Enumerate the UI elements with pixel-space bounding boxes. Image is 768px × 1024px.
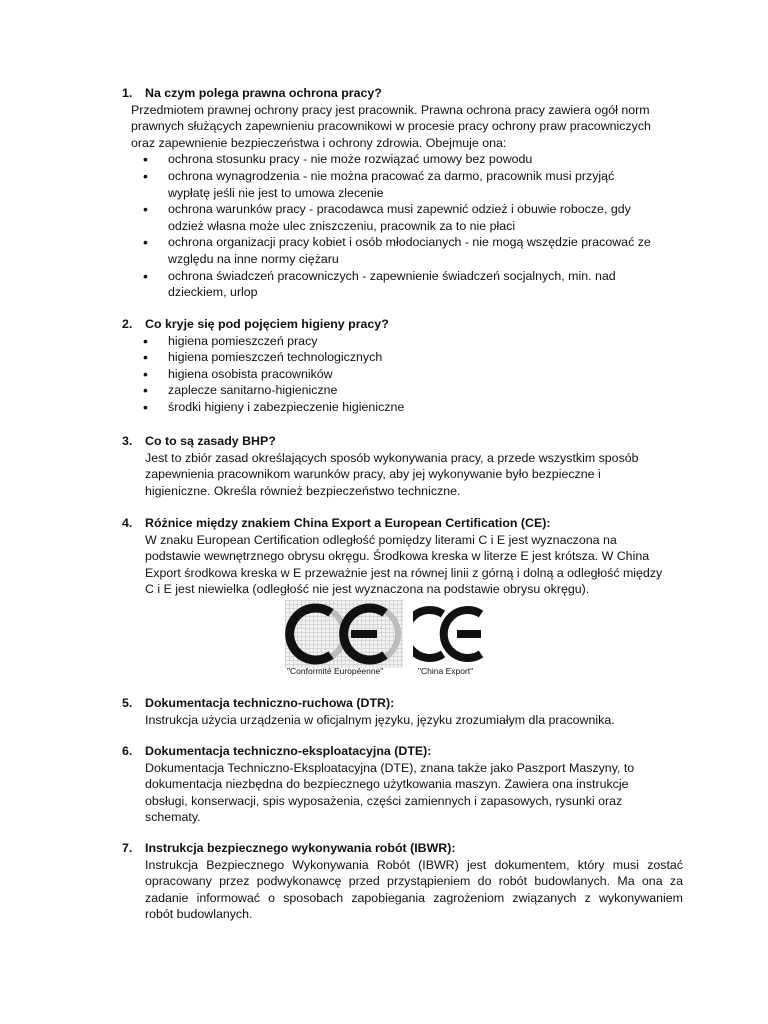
bullet-icon: • xyxy=(143,167,148,184)
section-heading xyxy=(122,695,394,712)
section-title: Dokumentacja techniczno-eksploatacyjna (DTE): xyxy=(145,744,432,758)
list-item xyxy=(0,268,651,301)
caption-conformite: "Conformité Européenne" xyxy=(287,666,384,676)
bullet-icon: • xyxy=(143,234,148,251)
text-line: C i E jest niewielka (odległość nie jest wyznaczona na podstawie obrysu okręgu). xyxy=(145,582,590,597)
section-intro xyxy=(131,102,651,152)
text-line: dokumentacja niezbędna do bezpiecznego użytkowania maszyn. Zawiera ona instrukcje xyxy=(145,777,629,792)
bullet-icon: • xyxy=(143,398,148,415)
section-body xyxy=(145,532,662,598)
section-title: Instrukcja bezpiecznego wykonywania robót (IBWR): xyxy=(145,841,456,855)
section-title: Co kryje się pod pojęciem higieny pracy? xyxy=(145,317,389,331)
text-line: Export środkowa kreska w E przeważnie jest na równej linii z górną i dolną a odległość między xyxy=(145,565,663,580)
list-item xyxy=(0,349,404,366)
section-number: 1. xyxy=(122,86,133,100)
text-line: ochrona wynagrodzenia - nie można pracować za darmo, pracownik musi przyjąć xyxy=(168,168,615,183)
caption-china-export: "China Export" xyxy=(418,666,474,676)
ce-marks-figure xyxy=(285,600,490,682)
bullet-list xyxy=(0,333,404,416)
bullet-list xyxy=(0,151,651,300)
bullet-icon: • xyxy=(143,201,148,218)
text-line: Instrukcja Bezpiecznego Wykonywania Robót (IBWR) jest dokumentem, który musi zostać xyxy=(145,857,683,872)
list-item xyxy=(0,382,404,399)
list-item xyxy=(0,151,651,168)
text-line: Instrukcja użycia urządzenia w oficjalnym języku, języku zrozumiałym dla pracownika. xyxy=(145,712,615,727)
text-line: higiena pomieszczeń technologicznych xyxy=(168,350,383,365)
section-body xyxy=(145,712,615,729)
text-line: ochrona organizacji pracy kobiet i osób młodocianych - nie mogą wszędzie pracować ze xyxy=(168,235,651,250)
text-line: higieniczne. Określa również bezpieczeństwo techniczne. xyxy=(145,483,461,498)
text-line: schematy. xyxy=(145,810,201,825)
section-number: 3. xyxy=(122,434,133,448)
section-body xyxy=(145,857,683,923)
list-item xyxy=(0,333,404,350)
text-line: higiena pomieszczeń pracy xyxy=(168,333,318,348)
section-number: 6. xyxy=(122,744,133,758)
section-number: 2. xyxy=(122,317,133,331)
text-line: opracowany przez podwykonawcę przed przystąpieniem do robót budowlanych. Ma ona za xyxy=(145,874,683,889)
text-line: odzież własna może ulec zniszczeniu, pracownik za to nie płaci xyxy=(168,218,516,233)
text-line: Przedmiotem prawnej ochrony pracy jest pracownik. Prawna ochrona pracy zawiera ogół norm xyxy=(131,102,650,117)
text-line: Jest to zbiór zasad określających sposób wykonywania pracy, a przede wszystkim sposób xyxy=(145,450,639,465)
ce-china-export-logo-icon xyxy=(413,600,493,668)
ce-conformite-logo-icon xyxy=(285,600,403,668)
text-line: Dokumentacja Techniczno-Eksploatacyjna (DTE), znana także jako Paszport Maszyny, to xyxy=(145,760,635,775)
list-item xyxy=(0,234,651,267)
bullet-icon: • xyxy=(143,332,148,349)
text-line: dzieckiem, urlop xyxy=(168,285,258,300)
section-number: 7. xyxy=(122,841,133,855)
text-line: ochrona świadczeń pracowniczych - zapewnienie świadczeń socjalnych, min. nad xyxy=(168,268,616,283)
text-line: higiena osobista pracowników xyxy=(168,366,333,381)
section-title: Dokumentacja techniczno-ruchowa (DTR): xyxy=(145,696,395,710)
section-heading xyxy=(122,515,551,532)
text-line: oraz zapewnienie bezpieczeństwa i ochrony zdrowia. Obejmuje ona: xyxy=(131,135,507,150)
text-line: środki higieny i zabezpieczenie higieniczne xyxy=(168,399,405,414)
section-heading xyxy=(122,433,276,450)
list-item xyxy=(0,399,404,416)
section-body xyxy=(145,450,639,500)
bullet-icon: • xyxy=(143,349,148,366)
text-line: prawnych służących zapewnieniu pracownikowi w procesie pracy ochrony praw pracowniczych xyxy=(131,119,651,134)
section-heading xyxy=(122,316,389,333)
section-title: Różnice między znakiem China Export a European Certification (CE): xyxy=(145,516,551,530)
bullet-icon: • xyxy=(143,382,148,399)
section-heading xyxy=(122,743,431,760)
text-line: ochrona stosunku pracy - nie może rozwiązać umowy bez powodu xyxy=(168,152,533,167)
text-line: W znaku European Certification odległość pomiędzy literami C i E jest wyznaczona na xyxy=(145,532,617,547)
text-line: względu na inne normy ciężaru xyxy=(168,251,339,266)
text-line: wypłatę jeśli nie jest to umowa zlecenie xyxy=(168,185,384,200)
text-line: ochrona warunków pracy - pracodawca musi zapewnić odzież i obuwie robocze, gdy xyxy=(168,202,631,217)
bullet-icon: • xyxy=(143,151,148,168)
list-item xyxy=(0,201,651,234)
text-line: robót budowlanych. xyxy=(145,907,253,922)
bullet-icon: • xyxy=(143,365,148,382)
section-number: 4. xyxy=(122,516,133,530)
list-item xyxy=(0,168,651,201)
list-item xyxy=(0,366,404,383)
text-line: zapewnienia pracownikom warunków pracy, aby jej wykonywanie było bezpieczne i xyxy=(145,467,601,482)
section-number: 5. xyxy=(122,696,133,710)
text-line: podstawie wewnętrznego obrysu okręgu. Środkowa kreska w literze E jest krótsza. W China xyxy=(145,549,650,564)
section-body xyxy=(145,760,634,826)
section-title: Na czym polega prawna ochrona pracy? xyxy=(145,86,382,100)
text-line: zadanie informować o sposobach zapobiegania zagrożeniom związanych z wykonywaniem xyxy=(145,890,683,905)
section-heading xyxy=(122,840,456,857)
bullet-icon: • xyxy=(143,267,148,284)
section-title: Co to są zasady BHP? xyxy=(145,434,276,448)
text-line: zaplecze sanitarno-higieniczne xyxy=(168,383,338,398)
text-line: obsługi, konserwacji, spis wyposażenia, części zamiennych i zapasowych, rysunki oraz xyxy=(145,793,623,808)
section-heading xyxy=(122,85,382,102)
